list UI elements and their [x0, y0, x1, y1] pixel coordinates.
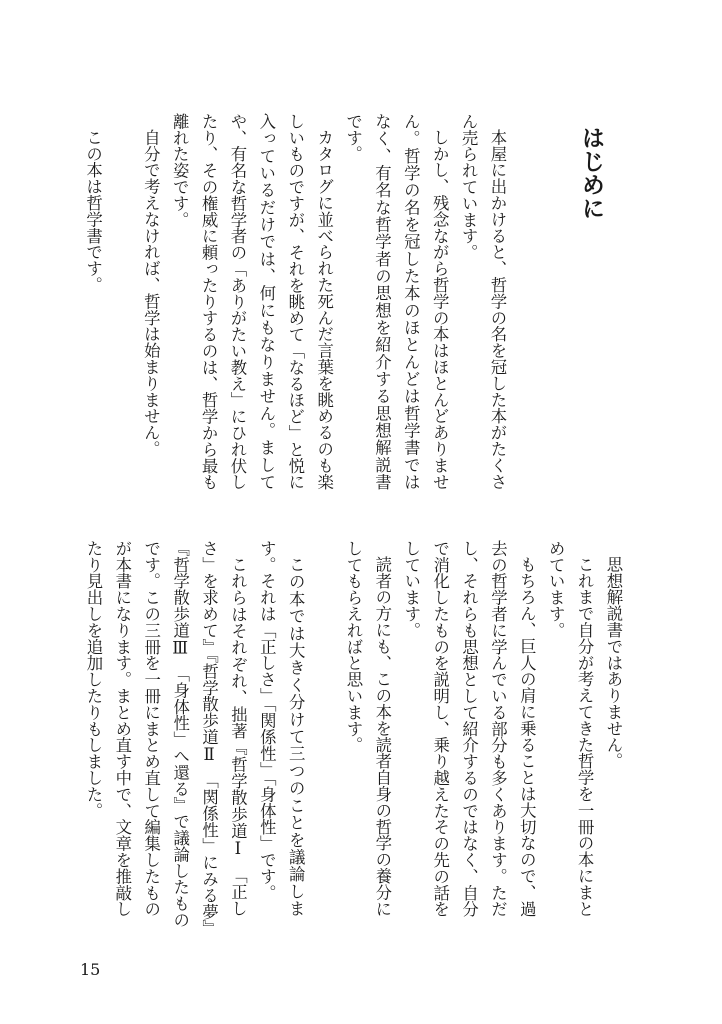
- text-line: これらはそれぞれ、拙著『哲学散歩道Ⅰ 「正し: [228, 556, 248, 917]
- text-line: 本屋に出かけると、哲学の名を冠した本がたくさ: [488, 129, 507, 491]
- text-line: しています。: [401, 540, 421, 639]
- text-line: たり、その権威に頼ったりするのは、哲学から最も: [199, 113, 219, 491]
- text-line: もちろん、巨人の肩に乗ることは大切なので、過: [517, 556, 537, 918]
- text-line: 自分で考えなければ、哲学は始まりません。: [141, 129, 161, 458]
- text-line: 去の哲学者に学んでいる部分も多くあります。ただ: [488, 540, 508, 918]
- text-line: この本では大きく分けて三つのことを議論しま: [286, 556, 306, 917]
- text-line: してもらえればと思います。: [343, 540, 363, 754]
- text-line: す。それは「正しさ」「関係性」「身体性」です。: [257, 540, 277, 901]
- text-line: が本書になります。まとめ直す中で、文章を推敲し: [112, 540, 132, 918]
- section-break: [107, 113, 136, 490]
- text-line: ん売られています。: [459, 113, 479, 261]
- text-line: 『哲学散歩道Ⅲ 「身体性」へ還る』で議論したもの: [170, 540, 190, 928]
- text-line: めています。: [546, 540, 566, 639]
- text-line: 離れた姿です。: [170, 113, 190, 228]
- text-line: しいものですが、それを眺めて「なるほど」と悦に: [285, 113, 305, 491]
- section-break: [309, 540, 338, 917]
- text-line: なく、有名な哲学者の思想を紹介する思想解説書: [372, 113, 392, 490]
- text-line: です。: [343, 113, 363, 163]
- text-line: 読者の方にも、この本を読者自身の哲学の養分に: [372, 556, 392, 918]
- text-line: 入っているだけでは、何にもなりません。まして: [256, 113, 276, 490]
- text-line: この本は哲学書です。: [83, 129, 103, 294]
- chapter-title: はじめに: [578, 126, 604, 220]
- text-line: ん。哲学の名を冠した本のほとんどは哲学書では: [401, 113, 421, 490]
- text-line: 思想解説書ではありません。: [604, 556, 623, 770]
- upper-text-block: [78, 113, 511, 490]
- text-line: カタログに並べられた死んだ言葉を眺めるのも楽: [314, 129, 334, 491]
- text-line: です。この三冊を一冊にまとめ直して編集したもの: [141, 540, 161, 918]
- page-number: 15: [80, 960, 101, 979]
- lower-text-block: [78, 540, 627, 937]
- text-line: しかし、残念ながら哲学の本はほとんどありませ: [430, 129, 450, 491]
- text-line: し、それらも思想として紹介するのではなく、自分: [459, 540, 479, 918]
- text-line: さ」を求めて』『哲学散歩道Ⅱ 「関係性」にみる夢』: [199, 540, 219, 937]
- text-line: で消化したものを説明し、乗り越えたその先の話を: [430, 540, 450, 918]
- text-line: これまで自分が考えてきた哲学を一冊の本にまと: [575, 556, 595, 918]
- text-line: や、有名な哲学者の「ありがたい教え」にひれ伏し: [227, 113, 247, 491]
- text-line: たり見出しを追加したりもしました。: [83, 540, 103, 819]
